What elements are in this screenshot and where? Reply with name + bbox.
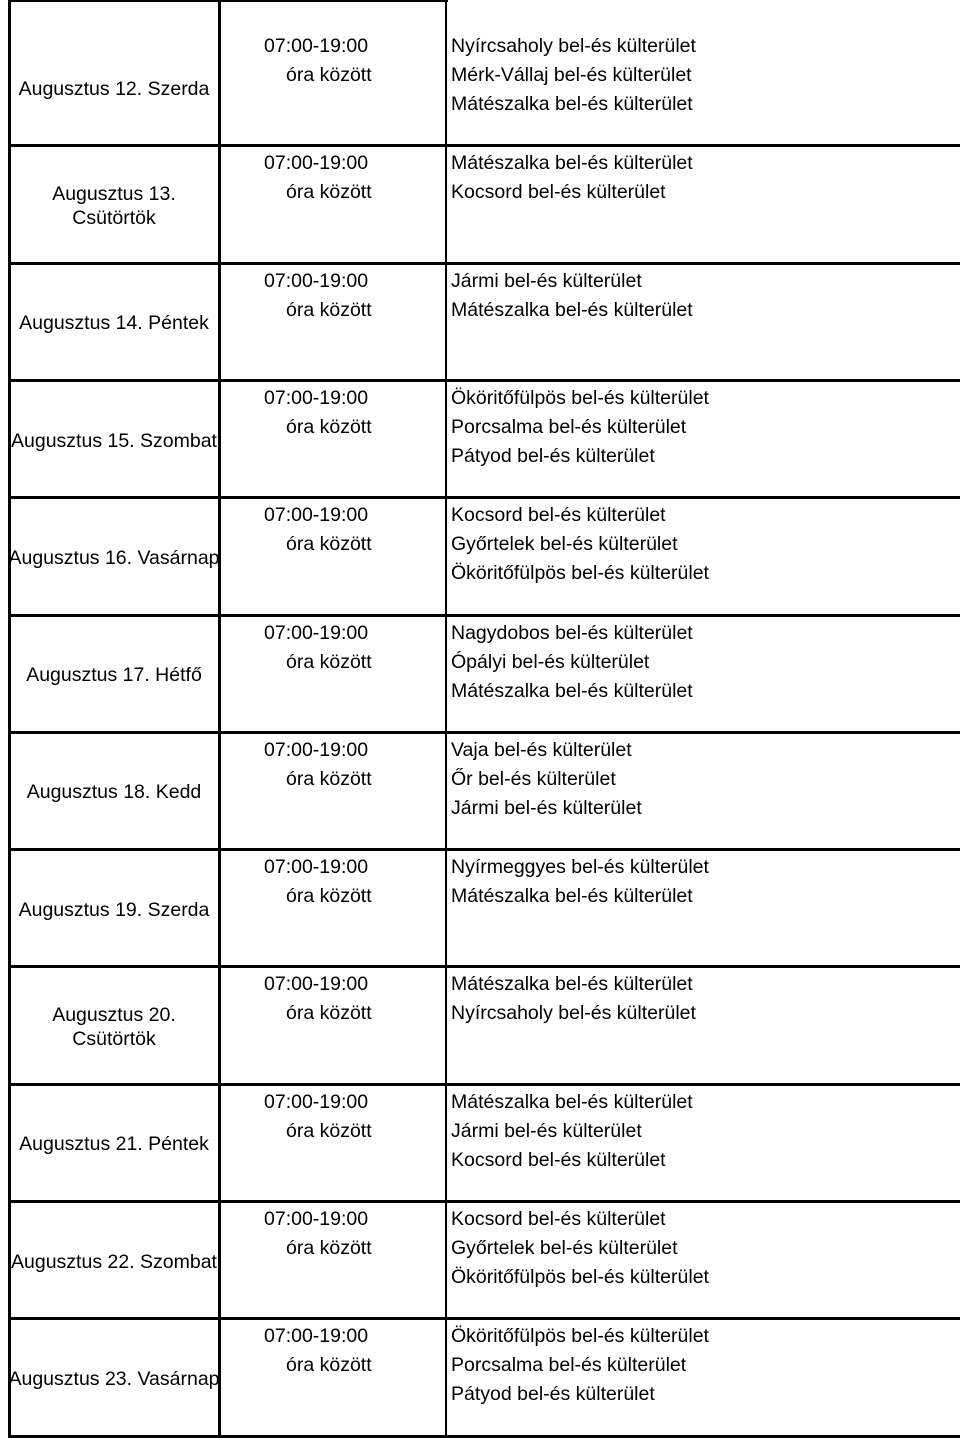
location-item: Porcsalma bel-és külterület	[451, 416, 687, 438]
location-item: Pátyod bel-és külterület	[451, 1383, 655, 1405]
date-cell	[8, 762, 220, 822]
location-item: Mátészalka bel-és külterület	[451, 93, 693, 115]
schedule-table	[8, 0, 960, 1436]
time-suffix: óra között	[286, 1002, 372, 1024]
date-cell	[8, 59, 220, 119]
location-item: Mátészalka bel-és külterület	[451, 1091, 693, 1113]
date-label: Augusztus 16. Vasárnap	[8, 547, 220, 569]
location-item: Nyírmeggyes bel-és külterület	[451, 856, 709, 878]
location-item: Ököritőfülpös bel-és külterület	[451, 1325, 709, 1347]
date-cell	[8, 411, 220, 471]
date-cell	[8, 1232, 220, 1292]
time-suffix: óra között	[286, 1354, 372, 1376]
location-item: Ököritőfülpös bel-és külterület	[451, 562, 709, 584]
location-item: Mátészalka bel-és külterület	[451, 973, 693, 995]
row-divider	[8, 1317, 960, 1320]
time-range: 07:00-19:00	[264, 270, 369, 292]
location-item: Pátyod bel-és külterület	[451, 445, 655, 467]
time-range: 07:00-19:00	[264, 35, 369, 57]
location-item: Ököritőfülpös bel-és külterület	[451, 387, 709, 409]
date-cell	[8, 645, 220, 705]
row-divider	[8, 496, 960, 499]
time-suffix: óra között	[286, 64, 372, 86]
location-item: Mátészalka bel-és külterület	[451, 680, 693, 702]
location-item: Ópályi bel-és külterület	[451, 651, 650, 673]
location-item: Mátészalka bel-és külterület	[451, 885, 693, 907]
time-range: 07:00-19:00	[264, 1325, 369, 1347]
time-suffix: óra között	[286, 1237, 372, 1259]
date-label: Augusztus 21. Péntek	[19, 1133, 209, 1155]
row-divider	[8, 379, 960, 382]
date-label: Augusztus 20. Csütörtök	[52, 1004, 176, 1050]
date-label: Augusztus 12. Szerda	[18, 78, 210, 100]
date-cell	[8, 880, 220, 940]
time-range: 07:00-19:00	[264, 973, 369, 995]
location-item: Jármi bel-és külterület	[451, 797, 642, 819]
time-range: 07:00-19:00	[264, 622, 369, 644]
date-label: Augusztus 15. Szombat	[11, 430, 217, 452]
row-divider	[8, 262, 960, 265]
time-suffix: óra között	[286, 533, 372, 555]
time-range: 07:00-19:00	[264, 739, 369, 761]
date-label: Augusztus 18. Kedd	[26, 781, 202, 803]
location-item: Kocsord bel-és külterület	[451, 181, 666, 203]
date-cell	[8, 997, 220, 1057]
row-divider	[8, 731, 960, 734]
date-label: Augusztus 19. Szerda	[18, 899, 210, 921]
row-divider	[8, 144, 960, 147]
location-item: Mátészalka bel-és külterület	[451, 299, 693, 321]
time-suffix: óra között	[286, 1120, 372, 1142]
location-item: Nagydobos bel-és külterület	[451, 622, 693, 644]
top-border	[8, 0, 448, 2]
time-column-divider	[445, 0, 447, 1436]
time-range: 07:00-19:00	[264, 152, 369, 174]
location-item: Porcsalma bel-és külterület	[451, 1354, 687, 1376]
location-item: Nyírcsaholy bel-és külterület	[451, 35, 696, 57]
time-suffix: óra között	[286, 299, 372, 321]
date-label: Augusztus 22. Szombat	[11, 1251, 217, 1273]
time-suffix: óra között	[286, 768, 372, 790]
time-range: 07:00-19:00	[264, 1091, 369, 1113]
time-suffix: óra között	[286, 181, 372, 203]
row-divider	[8, 1083, 960, 1086]
date-cell	[8, 1114, 220, 1174]
date-label: Augusztus 23. Vasárnap	[8, 1368, 220, 1390]
row-divider	[8, 848, 960, 851]
location-item: Vaja bel-és külterület	[451, 739, 632, 761]
location-item: Jármi bel-és külterület	[451, 1120, 642, 1142]
location-item: Győrtelek bel-és külterület	[451, 1237, 678, 1259]
location-item: Kocsord bel-és külterület	[451, 504, 666, 526]
location-item: Kocsord bel-és külterület	[451, 1208, 666, 1230]
time-suffix: óra között	[286, 416, 372, 438]
date-cell	[8, 293, 220, 353]
location-item: Ököritőfülpös bel-és külterület	[451, 1266, 709, 1288]
location-item: Nyírcsaholy bel-és külterület	[451, 1002, 696, 1024]
time-range: 07:00-19:00	[264, 504, 369, 526]
time-range: 07:00-19:00	[264, 856, 369, 878]
row-divider	[8, 965, 960, 968]
row-divider	[8, 1200, 960, 1203]
date-label: Augusztus 13. Csütörtök	[52, 183, 176, 229]
location-item: Őr bel-és külterület	[451, 768, 616, 790]
location-item: Mérk-Vállaj bel-és külterület	[451, 64, 692, 86]
date-cell	[8, 176, 220, 236]
date-label: Augusztus 14. Péntek	[19, 312, 209, 334]
location-item: Mátészalka bel-és külterület	[451, 152, 693, 174]
row-divider	[8, 614, 960, 617]
time-range: 07:00-19:00	[264, 387, 369, 409]
date-cell	[8, 1349, 220, 1409]
date-label: Augusztus 17. Hétfő	[26, 664, 202, 686]
time-suffix: óra között	[286, 651, 372, 673]
date-cell	[8, 528, 220, 588]
time-suffix: óra között	[286, 885, 372, 907]
location-item: Kocsord bel-és külterület	[451, 1149, 666, 1171]
location-item: Jármi bel-és külterület	[451, 270, 642, 292]
location-item: Győrtelek bel-és külterület	[451, 533, 678, 555]
time-range: 07:00-19:00	[264, 1208, 369, 1230]
